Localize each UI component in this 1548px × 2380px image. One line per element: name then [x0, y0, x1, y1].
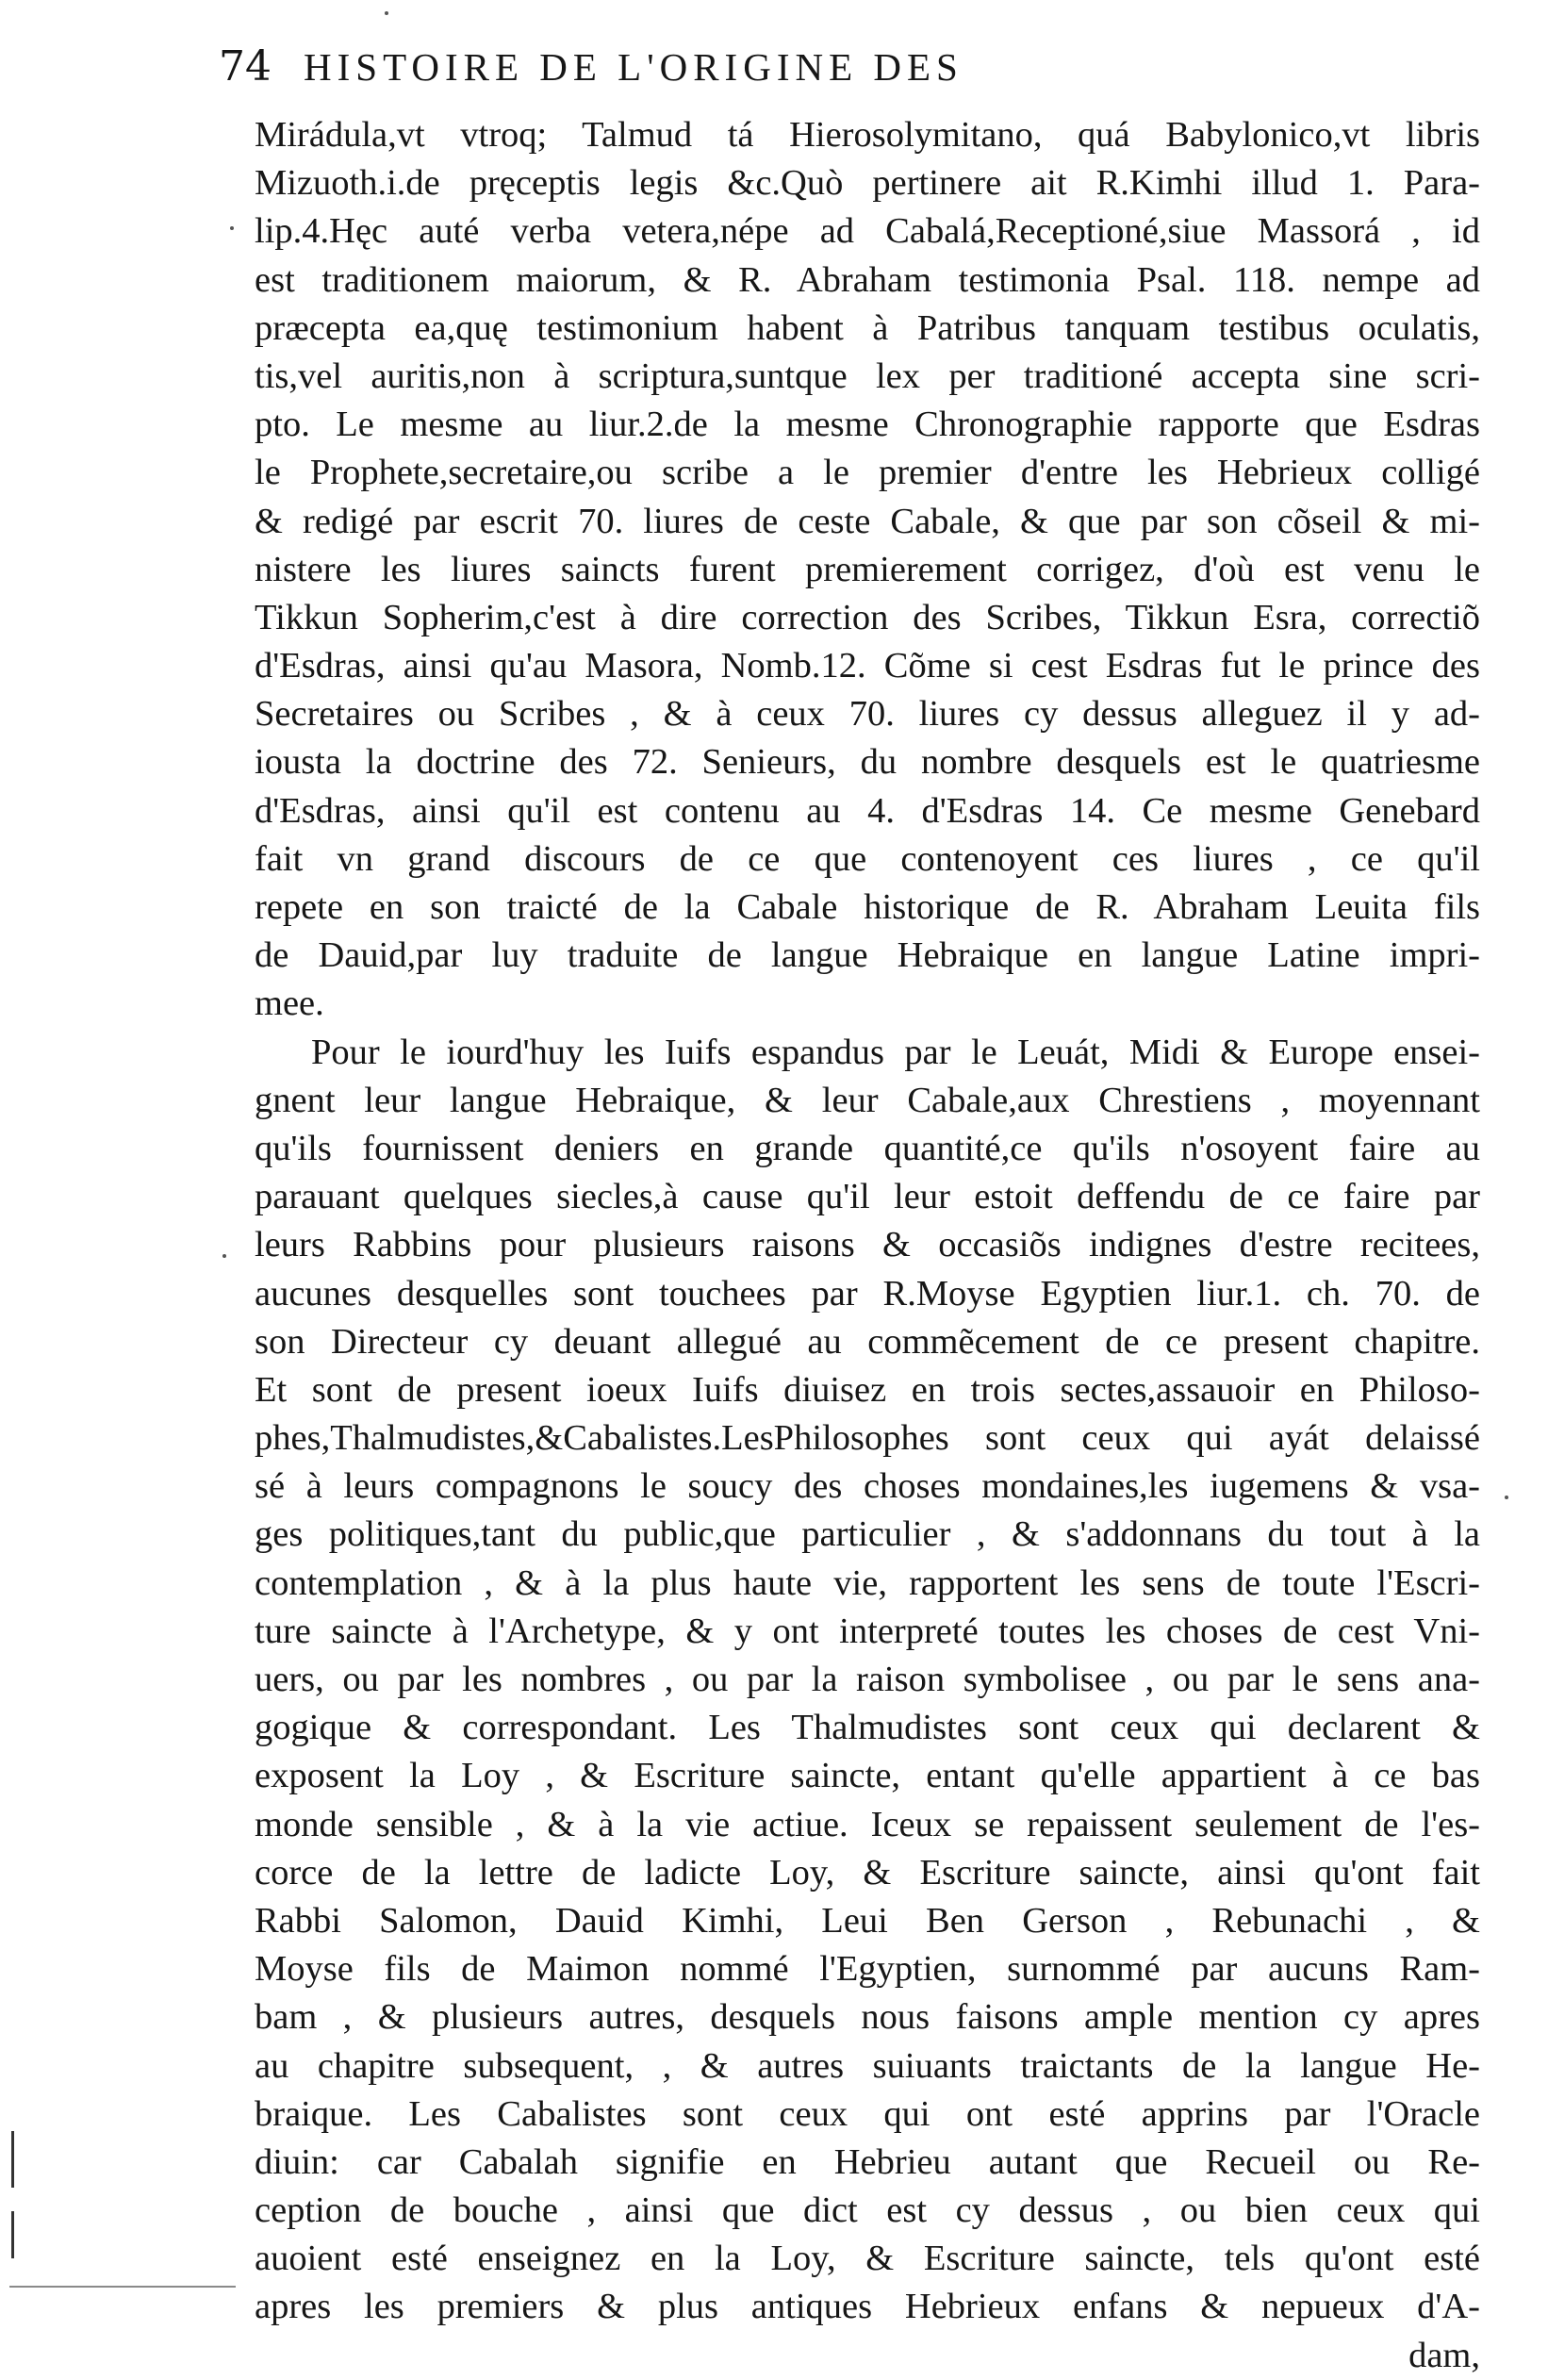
text-line: auoient esté enseignez en la Loy, & Escriture saincte, tels qu'ont esté — [255, 2239, 1480, 2279]
text-line: phes,Thalmudistes,&Cabalistes.LesPhilosophes sont ceux qui ayát delaissé — [255, 1418, 1480, 1459]
ink-speck — [222, 1254, 226, 1258]
text-line-paragraph-start: Pour le iourd'huy les Iuifs espandus par le Leuát, Midi & Europe ensei- — [311, 1032, 1480, 1072]
text-line: au chapitre subsequent, , & autres suiuants traictants de la langue He- — [255, 2045, 1480, 2086]
text-line: iousta la doctrine des 72. Senieurs, du nombre desquels est le quatriesme — [255, 742, 1480, 783]
text-line: Secretaires ou Scribes , & à ceux 70. liures cy dessus alleguez il y ad- — [255, 694, 1480, 735]
text-line: ges politiques,tant du public,que particulier , & s'addonnans du tout à la — [255, 1514, 1480, 1555]
text-line: repete en son traicté de la Cabale historique de R. Abraham Leuita fils — [255, 887, 1480, 927]
text-line: præcepta ea,quę testimonium habent à Patribus tanquam testibus oculatis, — [255, 307, 1480, 348]
text-line: uers, ou par les nombres , ou par la raison symbolisee , ou par le sens ana- — [255, 1660, 1480, 1699]
text-line: gnent leur langue Hebraique, & leur Cabale,aux Chrestiens , moyennant — [255, 1080, 1480, 1120]
ink-speck — [230, 226, 234, 230]
page-header — [219, 34, 1482, 100]
text-line: gogique & correspondant. Les Thalmudistes sont ceux qui declarent & — [255, 1708, 1480, 1748]
text-line: d'Esdras, ainsi qu'il est contenu au 4. d'Esdras 14. Ce mesme Genebard — [255, 790, 1480, 831]
text-line: Tikkun Sopherim,c'est à dire correction des Scribes, Tikkun Esra, correctiõ — [255, 597, 1480, 637]
text-line: le Prophete,secretaire,ou scribe a le premier d'entre les Hebrieux colligé — [255, 453, 1480, 493]
body-text — [255, 111, 1480, 2380]
running-title: HISTOIRE DE L'ORIGINE DES — [304, 45, 963, 89]
text-line: Et sont de present ioeux Iuifs diuisez en trois sectes,assauoir en Philoso- — [255, 1369, 1480, 1410]
page-number: 74 — [219, 42, 272, 91]
text-line: parauant quelques siecles,à cause qu'il leur estoit deffendu de ce faire par — [255, 1177, 1480, 1217]
text-line-paragraph-end: mee. — [255, 983, 324, 1024]
text-line: Mizuoth.i.de pręceptis legis &c.Quò pertinere ait R.Kimhi illud 1. Para- — [255, 163, 1480, 204]
text-line: apres les premiers & plus antiques Hebrieux enfans & nepueux d'A- — [255, 2287, 1480, 2327]
text-line: braique. Les Cabalistes sont ceux qui ont esté apprins par l'Oracle — [255, 2093, 1480, 2134]
text-line: est traditionem maiorum, & R. Abraham testimonia Psal. 118. nempe ad — [255, 259, 1480, 300]
text-line: leurs Rabbins pour plusieurs raisons & occasiõs indignes d'estre recitees, — [255, 1225, 1480, 1265]
text-line: corce de la lettre de ladicte Loy, & Escriture saincte, ainsi qu'ont fait — [255, 1852, 1480, 1892]
ink-speck — [385, 11, 388, 15]
text-line: ture saincte à l'Archetype, & y ont interpreté toutes les choses de cest Vni- — [255, 1611, 1480, 1651]
text-line: bam , & plusieurs autres, desquels nous faisons ample mention cy apres — [255, 1997, 1480, 2038]
text-line: tis,vel auritis,non à scriptura,suntque lex per traditioné accepta sine scri- — [255, 355, 1480, 396]
catchword: dam, — [1408, 2335, 1480, 2375]
text-line: lip.4.Hęc auté verba vetera,népe ad Cabalá,Receptioné,siue Massorá , id — [255, 211, 1480, 252]
text-line: & redigé par escrit 70. liures de ceste Cabale, & que par son cõseil & mi- — [255, 501, 1480, 541]
margin-rule — [11, 2131, 14, 2188]
text-line: de Dauid,par luy traduite de langue Hebraique en langue Latine impri- — [255, 935, 1480, 976]
text-line: d'Esdras, ainsi qu'au Masora, Nomb.12. Cõme si cest Esdras fut le prince des — [255, 646, 1480, 686]
text-line: son Directeur cy deuant allegué au commẽcement de ce present chapitre. — [255, 1321, 1480, 1362]
text-line: pto. Le mesme au liur.2.de la mesme Chronographie rapporte que Esdras — [255, 405, 1480, 445]
text-line: qu'ils fournissent deniers en grande quantité,ce qu'ils n'osoyent faire au — [255, 1128, 1480, 1168]
margin-rule — [11, 2211, 14, 2258]
text-line: aucunes desquelles sont touchees par R.Moyse Egyptien liur.1. ch. 70. de — [255, 1273, 1480, 1314]
text-line: contemplation , & à la plus haute vie, rapportent les sens de toute l'Escri- — [255, 1562, 1480, 1603]
text-line: sé à leurs compagnons le soucy des choses mondaines,les iugemens & vsa- — [255, 1466, 1480, 1507]
margin-dash — [9, 2286, 236, 2288]
text-line: nistere les liures saincts furent premierement corrigez, d'où est venu le — [255, 549, 1480, 589]
text-line: monde sensible , & à la vie actiue. Iceux se repaissent seulement de l'es- — [255, 1804, 1480, 1844]
text-line: diuin: car Cabalah signifie en Hebrieu autant que Recueil ou Re- — [255, 2141, 1480, 2182]
text-line: Rabbi Salomon, Dauid Kimhi, Leui Ben Gerson , Rebunachi , & — [255, 1900, 1480, 1941]
text-line: ception de bouche , ainsi que dict est cy dessus , ou bien ceux qui — [255, 2190, 1480, 2231]
text-line: Moyse fils de Maimon nommé l'Egyptien, surnommé par aucuns Ram- — [255, 1949, 1480, 1990]
text-line: fait vn grand discours de ce que contenoyent ces liures , ce qu'il — [255, 838, 1480, 879]
text-line: Mirádula,vt vtroq; Talmud tá Hierosolymitano, quá Babylonico,vt libris — [255, 115, 1480, 155]
text-line: exposent la Loy , & Escriture saincte, entant qu'elle appartient à ce bas — [255, 1756, 1480, 1796]
ink-speck — [1505, 1496, 1508, 1499]
